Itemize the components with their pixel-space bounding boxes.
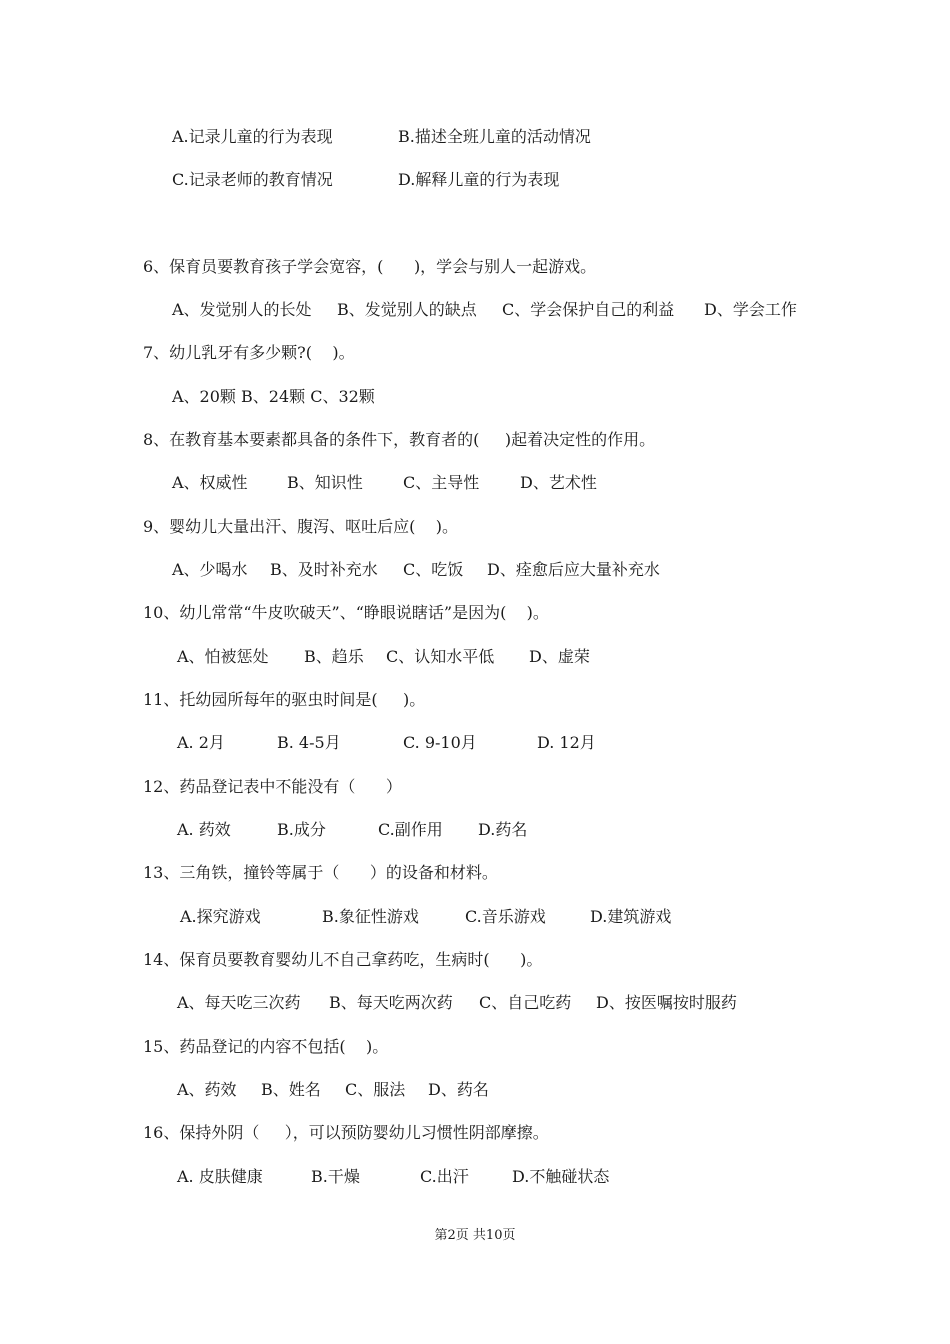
q8-option-b: B、知识性 bbox=[287, 473, 363, 492]
q14-option-b: B、每天吃两次药 bbox=[329, 993, 453, 1012]
question-15: 15、药品登记的内容不包括( )。 bbox=[143, 1037, 389, 1056]
page-number: 第2页 共10页 bbox=[434, 1228, 516, 1243]
q8-option-a: A、权威性 bbox=[172, 473, 248, 492]
q6-option-c: C、学会保护自己的利益 bbox=[502, 300, 675, 319]
q16-option-c: C.出汗 bbox=[420, 1167, 469, 1186]
q9-option-c: C、吃饭 bbox=[403, 560, 464, 579]
q7-options: A、20颗 B、24颗 C、32颗 bbox=[172, 387, 375, 406]
q13-option-b: B.象征性游戏 bbox=[322, 907, 419, 926]
question-11: 11、托幼园所每年的驱虫时间是( )。 bbox=[143, 690, 426, 709]
q10-option-a: A、怕被惩处 bbox=[177, 647, 269, 666]
q15-option-c: C、服法 bbox=[345, 1080, 406, 1099]
q9-option-a: A、少喝水 bbox=[172, 560, 248, 579]
q12-option-d: D.药名 bbox=[478, 820, 528, 839]
q16-option-d: D.不触碰状态 bbox=[512, 1167, 610, 1186]
q14-option-d: D、按医嘱按时服药 bbox=[596, 993, 737, 1012]
q11-option-a: A. 2月 bbox=[177, 733, 225, 752]
q14-option-a: A、每天吃三次药 bbox=[177, 993, 301, 1012]
q6-option-a: A、发觉别人的长处 bbox=[172, 300, 312, 319]
q15-option-d: D、药名 bbox=[428, 1080, 489, 1099]
option-b: B.描述全班儿童的活动情况 bbox=[398, 127, 591, 146]
question-10: 10、幼儿常常“牛皮吹破天”、“睁眼说瞎话”是因为( )。 bbox=[143, 603, 549, 622]
q10-option-b: B、趋乐 bbox=[304, 647, 364, 666]
option-c: C.记录老师的教育情况 bbox=[172, 170, 333, 189]
q11-option-b: B. 4-5月 bbox=[277, 733, 341, 752]
q15-option-b: B、姓名 bbox=[261, 1080, 321, 1099]
q13-option-c: C.音乐游戏 bbox=[465, 907, 546, 926]
question-14: 14、保育员要教育婴幼儿不自己拿药吃，生病时( )。 bbox=[143, 950, 543, 969]
question-7: 7、幼儿乳牙有多少颗?( )。 bbox=[143, 343, 355, 362]
q8-option-d: D、艺术性 bbox=[520, 473, 597, 492]
q8-option-c: C、主导性 bbox=[403, 473, 480, 492]
q10-option-d: D、虚荣 bbox=[529, 647, 590, 666]
question-6: 6、保育员要教育孩子学会宽容，( )，学会与别人一起游戏。 bbox=[143, 257, 597, 276]
question-16: 16、保持外阴（ ），可以预防婴幼儿习惯性阴部摩擦。 bbox=[143, 1123, 549, 1142]
q11-option-c: C. 9-10月 bbox=[403, 733, 477, 752]
q16-option-b: B.干燥 bbox=[311, 1167, 360, 1186]
q16-option-a: A. 皮肤健康 bbox=[177, 1167, 263, 1186]
q15-option-a: A、药效 bbox=[177, 1080, 237, 1099]
q13-option-a: A.探究游戏 bbox=[180, 907, 261, 926]
q6-option-b: B、发觉别人的缺点 bbox=[337, 300, 477, 319]
q12-option-a: A. 药效 bbox=[177, 820, 231, 839]
q11-option-d: D. 12月 bbox=[537, 733, 596, 752]
option-a: A.记录儿童的行为表现 bbox=[172, 127, 333, 146]
question-9: 9、婴幼儿大量出汗、腹泻、呕吐后应( )。 bbox=[143, 517, 459, 536]
q9-option-d: D、痊愈后应大量补充水 bbox=[487, 560, 660, 579]
question-8: 8、在教育基本要素都具备的条件下，教育者的( )起着决定性的作用。 bbox=[143, 430, 656, 449]
q13-option-d: D.建筑游戏 bbox=[590, 907, 672, 926]
q14-option-c: C、自己吃药 bbox=[479, 993, 572, 1012]
q10-option-c: C、认知水平低 bbox=[386, 647, 495, 666]
question-13: 13、三角铁，撞铃等属于（ ）的设备和材料。 bbox=[143, 863, 498, 882]
q9-option-b: B、及时补充水 bbox=[270, 560, 378, 579]
question-12: 12、药品登记表中不能没有（ ） bbox=[143, 777, 402, 796]
q6-option-d: D、学会工作 bbox=[704, 300, 797, 319]
q12-option-b: B.成分 bbox=[277, 820, 326, 839]
option-d: D.解释儿童的行为表现 bbox=[398, 170, 560, 189]
q12-option-c: C.副作用 bbox=[378, 820, 443, 839]
